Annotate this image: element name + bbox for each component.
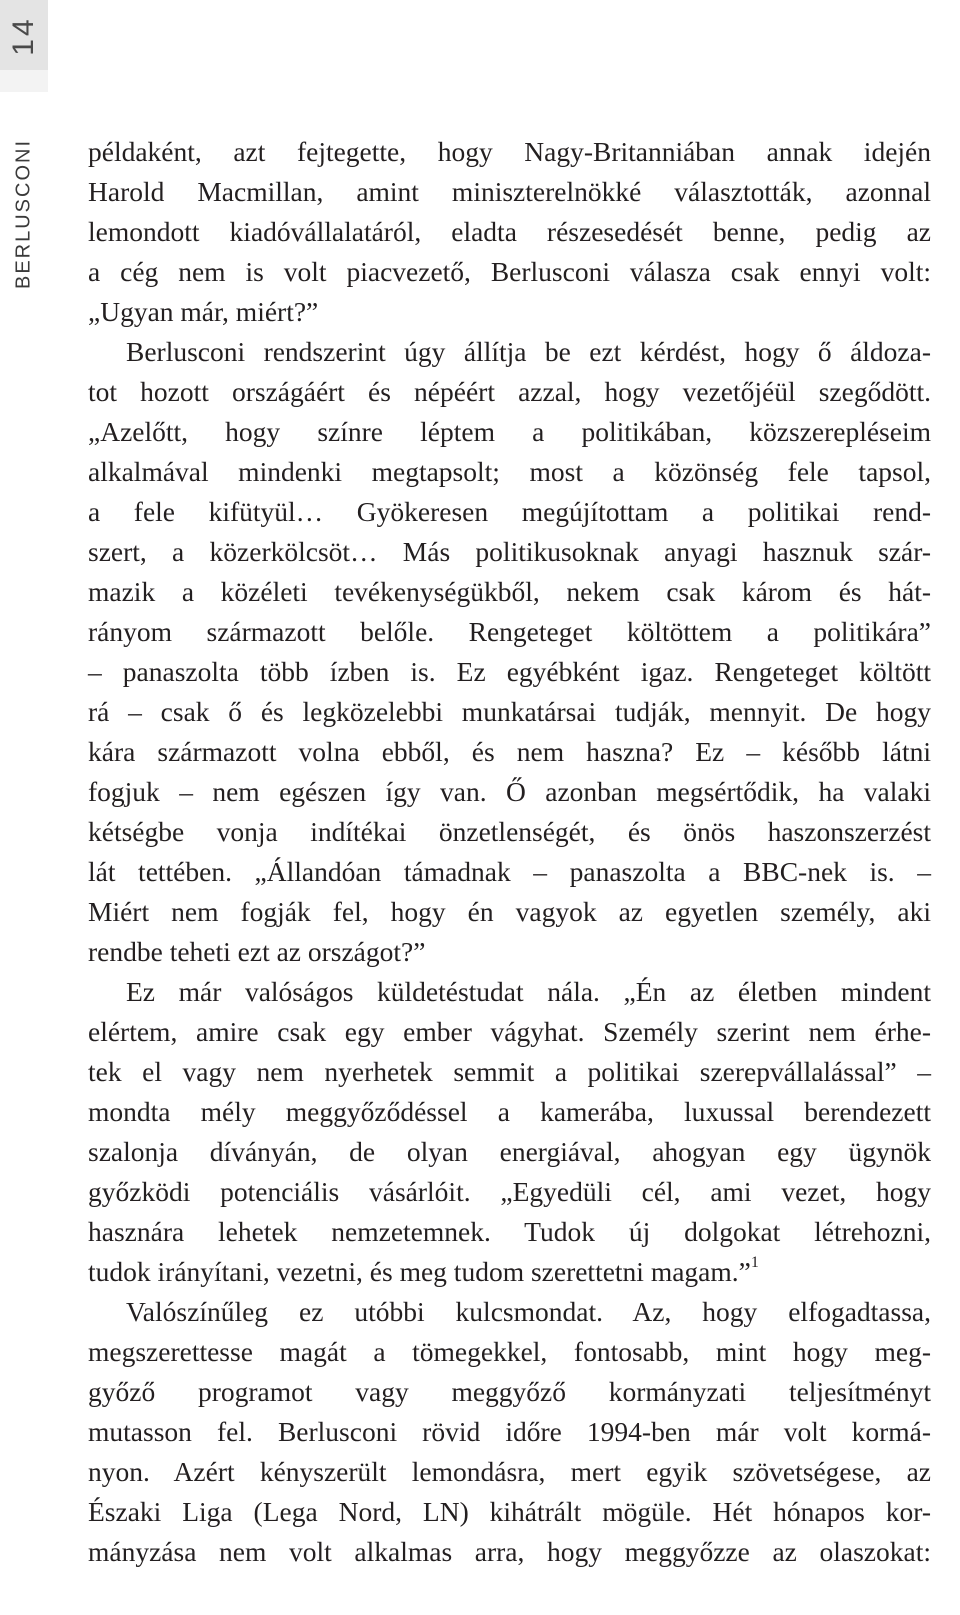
text-line	[88, 292, 931, 332]
text-line-content: mutasson fel. Berlusconi rövid időre 1994-ben már volt kormá-	[88, 1416, 931, 1447]
text-line	[88, 1172, 931, 1212]
text-line	[88, 372, 931, 412]
text-line	[88, 1092, 931, 1132]
text-line	[88, 332, 931, 372]
text-line-content: alkalmával mindenki megtapsolt; most a közönség fele tapsol,	[88, 456, 931, 487]
text-line	[88, 972, 931, 1012]
page-number: 14	[7, 16, 40, 56]
text-line	[88, 572, 931, 612]
text-line-content: Északi Liga (Lega Nord, LN) kihátrált mögüle. Hét hónapos kor-	[88, 1496, 931, 1527]
text-line	[88, 852, 931, 892]
page-number-tab	[0, 0, 48, 70]
text-line-content: Harold Macmillan, amint miniszterelnökké választották, azonnal	[88, 176, 931, 207]
text-line-content: Miért nem fogják fel, hogy én vagyok az egyetlen személy, aki	[88, 896, 931, 927]
text-line	[88, 612, 931, 652]
text-line	[88, 212, 931, 252]
text-line-content: fogjuk – nem egészen így van. Ő azonban megsértődik, ha valaki	[88, 776, 931, 807]
text-line-content: kára származott volna ebből, és nem haszna? Ez – később látni	[88, 736, 931, 767]
text-line	[88, 892, 931, 932]
text-line	[88, 772, 931, 812]
text-line	[88, 652, 931, 692]
text-line-content: „Azelőtt, hogy színre léptem a politikában, közszerepléseim	[88, 416, 931, 447]
text-line	[88, 492, 931, 532]
text-line	[88, 172, 931, 212]
page-number-tab-edge	[0, 70, 48, 92]
running-head: BERLUSCONI	[12, 138, 35, 290]
text-line-content: Berlusconi rendszerint úgy állítja be ezt kérdést, hogy ő áldoza-	[126, 336, 931, 367]
text-line-content: elértem, amire csak egy ember vágyhat. Személy szerint nem érhe-	[88, 1016, 931, 1047]
text-line	[88, 1332, 931, 1372]
text-line	[88, 132, 931, 172]
text-line	[88, 1372, 931, 1412]
text-line	[88, 532, 931, 572]
text-line-content: tek el vagy nem nyerhetek semmit a politikai szerepvállalással” –	[88, 1056, 931, 1087]
text-line	[88, 1212, 931, 1252]
text-line-content: szalonja díványán, de olyan energiával, ahogyan egy ügynök	[88, 1136, 931, 1167]
text-line	[88, 252, 931, 292]
body-text	[88, 132, 931, 1572]
text-line-content: győző programot vagy meggyőző kormányzati teljesítményt	[88, 1376, 931, 1407]
text-line	[88, 692, 931, 732]
text-line	[88, 452, 931, 492]
text-line-content: a cég nem is volt piacvezető, Berlusconi válasza csak ennyi volt:	[88, 256, 931, 287]
text-line-content: rá – csak ő és legközelebbi munkatársai tudják, mennyit. De hogy	[88, 696, 931, 727]
text-line-content: megszerettesse magát a tömegekkel, fontosabb, mint hogy meg-	[88, 1336, 931, 1367]
text-line-content: tot hozott országáért és népéért azzal, hogy vezetőjéül szegődött.	[88, 376, 931, 407]
text-line-content: rányom származott belőle. Rengeteget költöttem a politikára”	[88, 616, 931, 647]
text-line-content: nyon. Azért kényszerült lemondásra, mert egyik szövetségese, az	[88, 1456, 931, 1487]
text-line-content: győzködi potenciális vásárlóit. „Egyedüli cél, ami vezet, hogy	[88, 1176, 931, 1207]
text-line-content: mondta mély meggyőződéssel a kamerába, luxussal berendezett	[88, 1096, 931, 1127]
text-line	[88, 1532, 931, 1572]
text-line-content: példaként, azt fejtegette, hogy Nagy-Britanniában annak idején	[88, 136, 931, 167]
text-line-content: hasznára lehetek nemzetemnek. Tudok új dolgokat létrehozni,	[88, 1216, 931, 1247]
text-line-content: a fele kifütyül… Gyökeresen megújítottam a politikai rend-	[88, 496, 931, 527]
text-line-content: kétségbe vonja indítékai önzetlenségét, és önös haszonszerzést	[88, 816, 931, 847]
text-line	[88, 1012, 931, 1052]
text-line-content: – panaszolta több ízben is. Ez egyébként igaz. Rengeteget költött	[88, 656, 931, 687]
text-line	[88, 1052, 931, 1092]
text-line-content: lemondott kiadóvállalatáról, eladta részesedését benne, pedig az	[88, 216, 931, 247]
text-line-content: mányzása nem volt alkalmas arra, hogy meggyőzze az olaszokat:	[88, 1536, 931, 1567]
text-line-content: lát tettében. „Állandóan támadnak – panaszolta a BBC-nek is. –	[88, 856, 931, 887]
text-line	[88, 1452, 931, 1492]
text-line-content: mazik a közéleti tevékenységükből, nekem csak károm és hát-	[88, 576, 931, 607]
text-line	[88, 932, 931, 972]
text-line	[88, 1492, 931, 1532]
text-line	[88, 1292, 931, 1332]
text-line	[88, 412, 931, 452]
text-line-content: Valószínűleg ez utóbbi kulcsmondat. Az, hogy elfogadtassa,	[126, 1296, 931, 1327]
footnote-marker: 1	[750, 1253, 759, 1271]
text-line-content: tudok irányítani, vezetni, és meg tudom szerettetni magam.”	[88, 1256, 751, 1287]
text-line	[88, 812, 931, 852]
text-line	[88, 732, 931, 772]
text-line-content: szert, a közerkölcsöt… Más politikusoknak anyagi hasznuk szár-	[88, 536, 931, 567]
text-line-content: Ez már valóságos küldetéstudat nála. „Én az életben mindent	[126, 976, 931, 1007]
text-line	[88, 1132, 931, 1172]
text-line	[88, 1412, 931, 1452]
text-line-content: rendbe teheti ezt az országot?”	[88, 936, 426, 967]
text-line-content: „Ugyan már, miért?”	[88, 296, 319, 327]
text-line	[88, 1252, 931, 1292]
